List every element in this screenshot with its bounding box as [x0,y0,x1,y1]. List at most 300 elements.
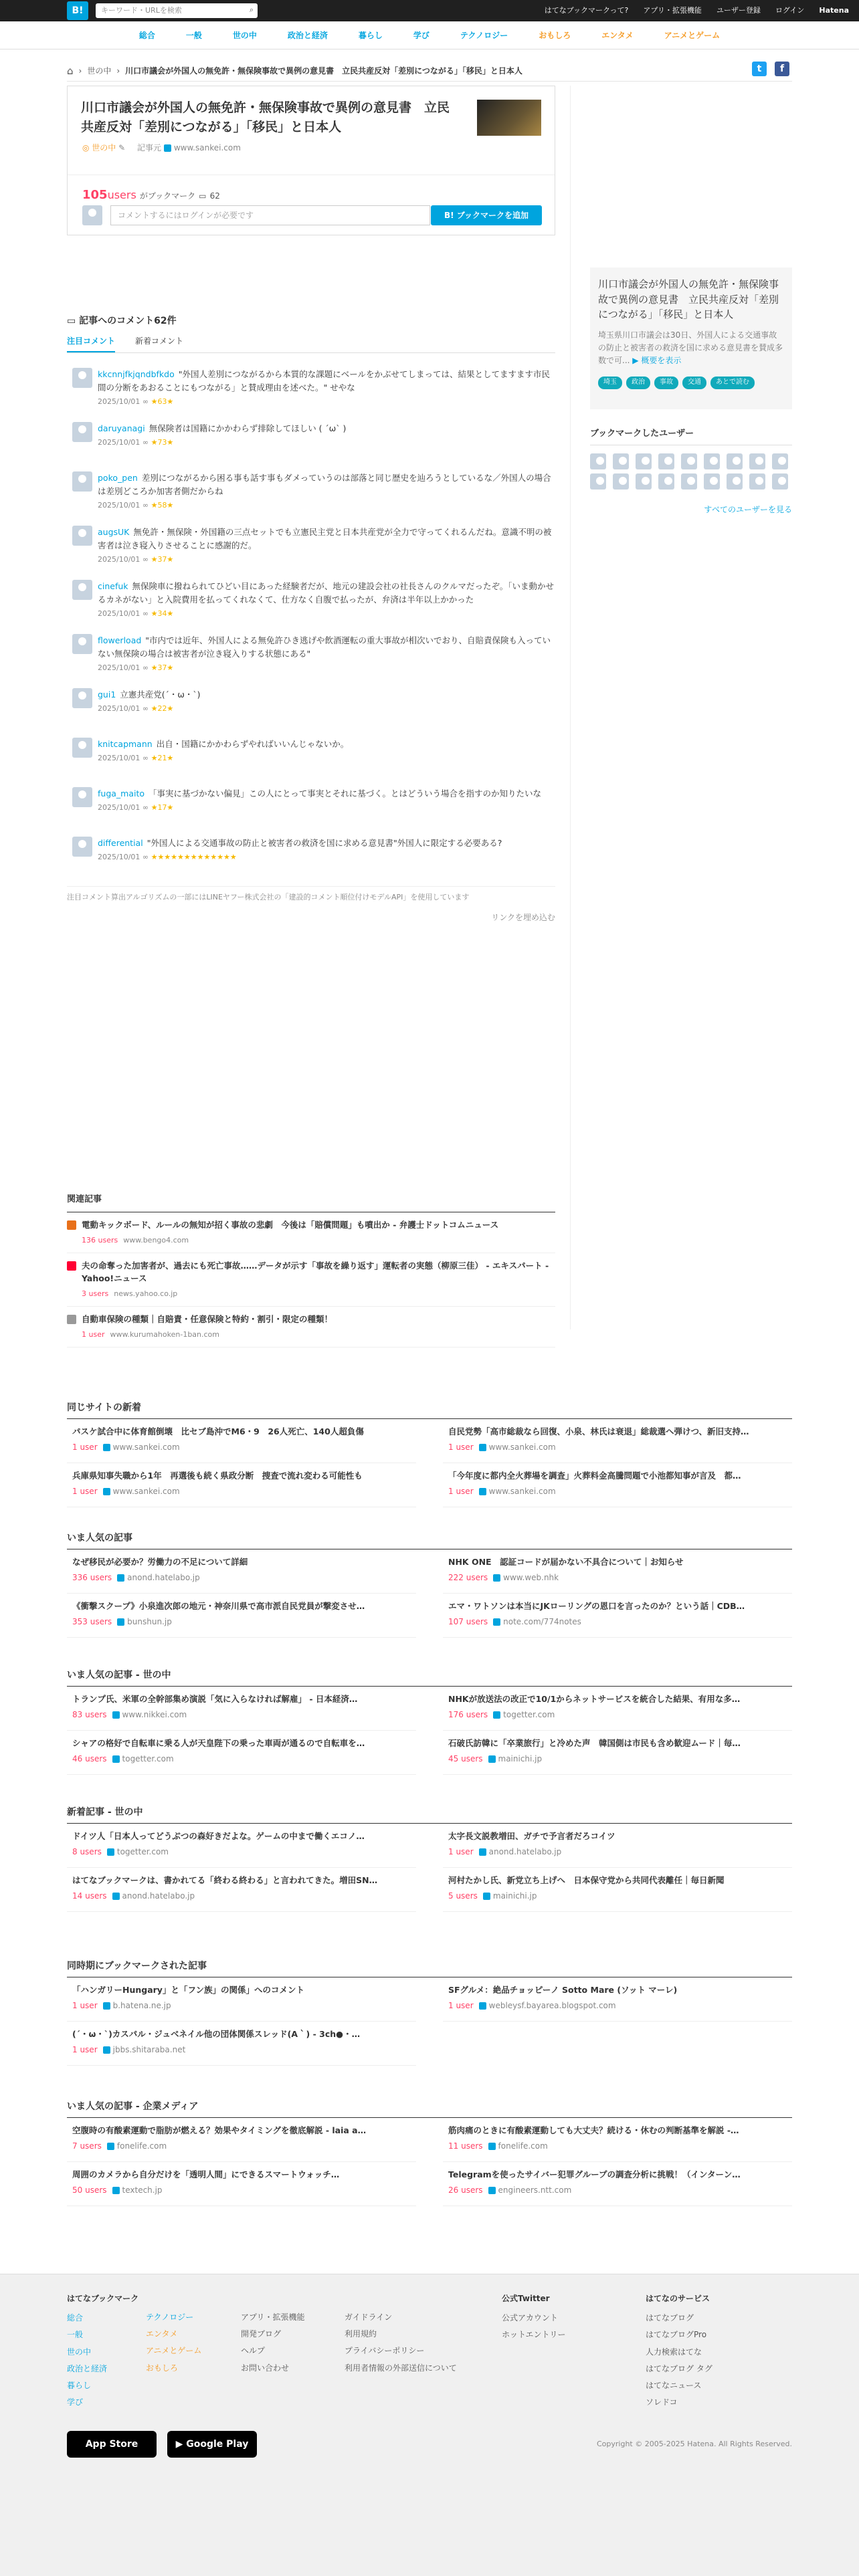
commenter-name[interactable]: flowerload [98,635,142,646]
commenter-name[interactable]: fuga_maito [98,788,145,798]
signup-link[interactable]: ユーザー登録 [716,6,761,15]
comment-text: "外国人差別につながるから本質的な課題にベールをかぶせてしまっては、結果としてますます市民間の分断をあおることにもつながる」と賛成理由を述べた。" せやな [98,369,550,393]
article-block [67,1531,792,1638]
top-links [545,5,849,16]
article-domain[interactable]: anond.hatelabo.jp [488,1847,562,1857]
user-count[interactable]: 45 users [448,1754,483,1764]
comment-meta [98,852,555,863]
bookmark-count[interactable]: 105users がブックマーク ▭ 62 [82,188,220,202]
footer-link[interactable]: はてなブログ [646,2313,694,2323]
tag[interactable]: 埼玉 [598,377,622,389]
block-title: 新着記事 - 世の中 [67,1806,792,1824]
article-title[interactable]: パスケ試合中に体育館倒壊 比セブ島沖でM6・9 26人死亡、140人超負傷 [72,1426,364,1437]
user-count[interactable]: 11 users [448,2141,483,2151]
user-count[interactable]: 176 users [448,1710,488,1720]
footer-link[interactable]: ホットエントリー [502,2330,566,2340]
embed-link[interactable]: リンクを埋め込む [491,912,555,922]
link-icon[interactable]: ∞ [142,501,149,510]
entry-domain[interactable]: www.sankei.com [173,143,241,152]
bookmark-user-avatar[interactable] [727,473,743,490]
article-item [67,1731,416,1775]
commenter-name[interactable]: gui1 [98,689,116,700]
bookmark-user-avatar[interactable] [772,473,788,490]
article-title[interactable]: はてなブックマークは、書かれてる「終わる終わる」と言われてきた。増田SN… [72,1875,378,1886]
star-count[interactable]: ★63★ [151,397,174,407]
site-favicon [112,1755,120,1763]
bookmark-user-avatar[interactable] [727,453,743,469]
footer-link[interactable]: おもしろ [146,2363,179,2373]
commenter-name[interactable]: differential [98,837,143,848]
article-item [67,1824,416,1868]
site-favicon [117,1574,124,1582]
article-domain[interactable]: togetter.com [122,1754,174,1764]
article-title[interactable]: なぜ移民が必要か？労働力の不足について詳細 [72,1557,248,1568]
footer-link[interactable]: はてなニュース [646,2380,702,2390]
comment-date[interactable]: 2025/10/01 [98,438,140,447]
tag-list [598,377,784,389]
commenter-avatar[interactable] [72,634,92,654]
article-title[interactable]: 兵庫県知事失職から1年 再選後も続く県政分断 捜査で流れ変わる可能性も [72,1471,363,1481]
article-domain[interactable]: www.nikkei.com [122,1710,187,1720]
facebook-share-icon[interactable]: f [775,62,789,76]
user-count[interactable]: 7 users [72,2141,102,2151]
article-item [67,1977,416,2022]
bookmark-user-avatar[interactable] [749,473,765,490]
bookmark-user-avatar[interactable] [613,473,629,490]
link-icon[interactable]: ∞ [142,704,149,713]
comment-date[interactable]: 2025/10/01 [98,609,140,619]
comment-meta [98,609,555,619]
footer-link[interactable]: 一般 [67,2330,84,2340]
related-domain[interactable]: www.kurumahoken-1ban.com [110,1330,220,1339]
comment-text: "外国人による交通事故の防止と被害者の救済を国に求める意見書"外国人に限定する必要ある? [147,837,502,848]
article-domain[interactable]: engineers.ntt.com [498,2185,572,2195]
bookmark-user-avatar[interactable] [658,473,674,490]
commenter-avatar[interactable] [72,837,92,857]
article-item [67,1687,416,1731]
site-favicon [112,2187,120,2194]
article-title[interactable]: 《衝撃スクープ》小泉進次郎の地元・神奈川県で高市派自民党員が撃変させ… [72,1601,365,1612]
bookmark-users-grid [590,453,792,490]
related-title-link[interactable]: 電動キックボード、ルールの無知が招く事故の悲劇 今後は「賠償問題」も噴出か - 弁護士ドットコムニュース [82,1219,499,1230]
article-title[interactable]: 「ハンガリーHungary」と「フン族」の関係」へのコメント [72,1985,304,1996]
comment-text: 立憲共産党(´・ω・`) [120,689,201,700]
comments-note: 注目コメント算出アルゴリズムの一部にはLINEヤフー株式会社の「建設的コメント順位付けモデルAPI」を使用しています [67,886,555,903]
article-title[interactable]: エマ・ワトソンは本当にJKローリングの恩口を言ったのか？という話｜CDB… [448,1601,745,1612]
article-item [443,1463,792,1507]
article-domain[interactable]: mainichi.jp [498,1754,543,1764]
article-item [67,1549,416,1594]
comment-text: "市内では近年、外国人による無免許ひき逃げや飲酒運転の重大事故が相次いでおり、自賠責保険も入っていない無保険の場合は被害者が泣き寝入りする状態にある" [98,635,551,659]
bookmark-user-avatar[interactable] [704,473,720,490]
about-link[interactable]: はてなブックマークって? [544,6,629,15]
commenter-name[interactable]: knitcapmann [98,738,153,749]
article-title[interactable]: 河村たかし氏、新党立ち上げへ 日本保守党から共同代表離任｜毎日新聞 [448,1875,725,1886]
star-count[interactable]: ★58★ [151,501,174,510]
user-count[interactable]: 1 user [448,1847,474,1857]
article-domain[interactable]: anond.hatelabo.jp [122,1891,195,1901]
article-title[interactable]: シャアの格好で自転車に乗る人が天皇陛下の乗った車両が通るので自転車を… [72,1738,365,1749]
article-domain[interactable]: fonelife.com [116,2141,167,2151]
footer-link[interactable]: はてなブログ タグ [646,2363,712,2373]
related-domain[interactable]: news.yahoo.co.jp [114,1289,178,1299]
commenter-avatar[interactable] [72,688,92,708]
site-favicon [103,2002,110,2010]
site-favicon [479,1848,486,1856]
cat-knowledge[interactable]: 学び [413,31,430,40]
all-users-link[interactable]: すべてのユーザーを見る [704,504,792,514]
user-count[interactable]: 1 user [72,2045,98,2055]
user-count[interactable]: 3 users [82,1289,109,1299]
comment-meta [98,500,555,511]
article-item [443,1549,792,1594]
comment-item [67,634,555,673]
star-count[interactable]: ★34★ [151,609,174,619]
article-item [443,1419,792,1463]
related-title: 関連記事 [67,1194,555,1212]
article-domain[interactable]: www.sankei.com [488,1442,556,1453]
article-item [67,1463,416,1507]
category-nav [0,21,859,49]
comment-date[interactable]: 2025/10/01 [98,802,140,812]
commenter-avatar[interactable] [72,471,92,492]
site-favicon [107,1848,114,1856]
block-title: いま人気の記事 - 世の中 [67,1669,792,1687]
comment-item [67,422,555,457]
footer-link[interactable]: 人力検索はてな [646,2347,702,2357]
comment-date[interactable]: 2025/10/01 [98,663,140,673]
link-icon[interactable]: ∞ [142,438,149,447]
cat-it[interactable]: テクノロジー [460,31,508,40]
bookmark-user-avatar[interactable] [681,453,697,469]
tag[interactable]: あとで読む [710,377,755,389]
site-favicon [488,2143,496,2150]
article-domain[interactable]: b.hatena.ne.jp [112,2001,171,2011]
user-count[interactable]: 1 user [72,2001,98,2011]
commenter-name[interactable]: kkcnnjfkjqndbfkdo [98,369,175,380]
footer-col-bookmark: はてなブックマーク 総合 一般 世の中 政治と経済 暮らし 学び [67,2290,138,2411]
breadcrumb-current: 川口市議会が外国人の無免許・無保険事故で異例の意見書 立民共産反対「差別につながる」「移民」と日本人 [125,66,522,76]
article-domain[interactable]: www.web.nhk [503,1573,559,1583]
search-icon[interactable]: ⌕ [249,5,254,14]
breadcrumb-section[interactable]: 世の中 [87,66,112,76]
comment-date[interactable]: 2025/10/01 [98,397,140,407]
footer-link[interactable]: 学び [67,2397,84,2407]
user-count[interactable]: 353 users [72,1617,112,1627]
comment-date[interactable]: 2025/10/01 [98,501,140,510]
site-favicon [493,1711,500,1719]
home-icon[interactable]: ⌂ [67,64,74,77]
bookmark-user-avatar[interactable] [704,453,720,469]
article-domain[interactable]: www.sankei.com [488,1487,556,1497]
user-count[interactable]: 26 users [448,2185,483,2195]
related-domain[interactable]: www.bengo4.com [123,1235,189,1245]
comment-text: 無保険者は国籍にかかわらず排除してほしい ( ´ω` ) [149,423,347,434]
summary-title[interactable]: 川口市議会が外国人の無免許・無保険事故で異例の意見書 立民共産反対「差別につながる」「移民」と日本人 [598,278,779,320]
bookmark-user-avatar[interactable] [636,453,652,469]
site-favicon [112,1711,120,1719]
article-title[interactable]: 空腹時の有酸素運動で脂肪が燃える？効果やタイミングを徹底解説 - laia a… [72,2125,367,2136]
article-domain[interactable]: www.sankei.com [112,1487,180,1497]
cat-economics[interactable]: 政治と経済 [287,31,328,40]
tab-popular-comments[interactable]: 注目コメント [67,336,115,352]
footer-link[interactable]: 公式アカウント [502,2313,558,2323]
site-favicon [164,144,171,152]
bookmark-user-avatar[interactable] [681,473,697,490]
footer-col-twitter: 公式Twitter 公式アカウント ホットエントリー [502,2290,566,2344]
footer-link[interactable]: エンタメ [146,2329,178,2339]
footer-link[interactable]: ヘルプ [241,2346,266,2356]
site-favicon [107,2143,114,2150]
comment-text: 無保険車に撥ねられてひどい目にあった経験者だが、地元の建設会社の社長さんのクルマだったぞ。「いま動かせるカネがない」と入院費用を払ってくれなくて、仕方なく自腹で払ったが、弁済は半年以上かかった [98,581,555,605]
comment-input[interactable]: コメントするにはログインが必要です [110,205,430,225]
star-count[interactable]: ★37★ [151,555,174,564]
comment-meta [98,802,555,813]
user-count[interactable]: 1 user [82,1330,105,1339]
comment-item [67,738,555,772]
footer-link[interactable]: 政治と経済 [67,2363,108,2373]
footer-link[interactable]: アニメとゲーム [146,2346,202,2356]
star-count[interactable]: ★22★ [151,704,174,713]
related-articles [67,1194,555,1348]
article-block [67,2100,792,2206]
article-domain[interactable]: www.sankei.com [112,1442,180,1453]
comment-text: 出自・国籍にかかわらずやればいいんじゃないか。 [156,738,349,749]
column-divider [570,86,571,1329]
comment-item [67,471,555,511]
google-play-badge[interactable]: ▶ Google Play [167,2431,257,2458]
tag[interactable]: 交通 [682,377,706,389]
comment-date[interactable]: 2025/10/01 [98,704,140,713]
footer-link[interactable]: ソレドコ [646,2397,678,2407]
footer-link[interactable]: 利用者情報の外部送信について [345,2363,457,2373]
bookmark-user-avatar[interactable] [590,453,606,469]
block-title: 同時期にブックマークされた記事 [67,1959,792,1977]
user-count[interactable]: 222 users [448,1573,488,1583]
star-count[interactable]: ★21★ [151,753,174,762]
bookmark-user-avatar[interactable] [590,473,606,490]
article-block [67,1669,792,1775]
article-item [443,1977,792,2022]
add-bookmark-button[interactable]: B! ブックマークを追加 [431,205,542,225]
footer [0,2274,859,2576]
apps-link[interactable]: アプリ・拡張機能 [643,6,702,15]
comment-item [67,526,555,565]
tag[interactable]: 政治 [626,377,650,389]
block-title: いま人気の記事 - 企業メディア [67,2100,792,2118]
show-summary-link[interactable]: ▶ 概要を表示 [632,355,682,365]
comment-date[interactable]: 2025/10/01 [98,852,140,861]
footer-link[interactable]: 世の中 [67,2347,92,2357]
commenter-name[interactable]: poko_pen [98,473,138,484]
link-icon[interactable]: ∞ [142,663,149,673]
entry-thumbnail[interactable] [477,100,541,136]
user-count[interactable]: 8 users [72,1847,102,1857]
article-domain[interactable]: note.com/774notes [503,1617,581,1627]
bookmark-user-avatar[interactable] [772,453,788,469]
star-count[interactable]: ★73★ [151,438,174,447]
article-title[interactable]: 「今年度に都内全火葬場を調査」火葬料金高騰問題で小池都知事が言及 都… [448,1471,741,1481]
footer-link[interactable]: アプリ・拡張機能 [241,2313,305,2322]
article-title[interactable]: 周囲のカメラから自分だけを「透明人間」にできるスマートウォッチ… [72,2169,340,2180]
footer-link[interactable]: ガイドライン [345,2313,393,2322]
footer-link[interactable]: はてなブログPro [646,2330,707,2340]
user-count[interactable]: 136 users [82,1235,118,1245]
commenter-avatar[interactable] [72,526,92,546]
footer-link[interactable]: お問い合わせ [241,2363,290,2373]
footer-col-apps [241,2309,305,2377]
link-icon[interactable]: ∞ [142,753,149,762]
article-title[interactable]: 石破氏訪韓に「卒業旅行」と冷めた声 韓国側は市民も含め歓迎ムード｜毎… [448,1738,741,1749]
entry-category[interactable]: 世の中 [92,143,116,152]
related-title-link[interactable]: 夫の命奪った加害者が、過去にも死亡事故……データが示す「事故を繰り返す」運転者の実態（柳原三佳） - エキスパート - Yahoo!ニュース [82,1260,549,1284]
star-count[interactable]: ★37★ [151,663,174,673]
link-icon[interactable]: ∞ [142,852,149,861]
article-title[interactable]: NHK ONE 認証コードが届かない不具合について｜お知らせ [448,1557,684,1568]
article-domain[interactable]: webleysf.bayarea.blogspot.com [488,2001,616,2011]
article-domain[interactable]: textech.jp [122,2185,163,2195]
hatena-link[interactable]: Hatena [819,6,849,15]
commenter-avatar[interactable] [72,580,92,600]
tag[interactable]: 事故 [654,377,678,389]
article-item [443,1687,792,1731]
login-link[interactable]: ログイン [775,6,805,15]
user-count[interactable]: 1 user [448,1487,474,1497]
site-favicon [479,2002,486,2010]
user-count[interactable]: 5 users [448,1891,478,1901]
article-title[interactable]: NHKが放送法の改正で10/1からネットサービスを統合した結果、有用な多… [448,1694,741,1705]
user-count[interactable]: 1 user [448,2001,474,2011]
link-icon[interactable]: ∞ [142,555,149,564]
article-block [67,1806,792,1912]
user-count[interactable]: 1 user [448,1442,474,1453]
search-input[interactable]: キーワード・URLを検索 ⌕ [96,3,258,18]
footer-link[interactable]: 暮らし [67,2380,92,2390]
link-icon[interactable]: ∞ [142,609,149,619]
footer-col-categories [146,2309,201,2377]
tab-new-comments[interactable]: 新着コメント [135,336,184,346]
user-count[interactable]: 107 users [448,1617,488,1627]
related-item [67,1212,555,1253]
link-icon[interactable]: ∞ [142,397,149,407]
commenter-name[interactable]: augsUK [98,527,130,538]
article-domain[interactable]: anond.hatelabo.jp [127,1573,200,1583]
hatena-bookmark-logo[interactable]: B! [67,1,88,20]
footer-link[interactable]: テクノロジー [146,2313,194,2322]
article-item [67,1419,416,1463]
footer-link[interactable]: 利用規約 [345,2329,377,2339]
article-item [443,1868,792,1912]
twitter-share-icon[interactable]: t [752,62,767,76]
article-domain[interactable]: bunshun.jp [127,1617,172,1627]
footer-link[interactable]: プライバシーポリシー [345,2346,425,2356]
site-favicon [67,1315,76,1324]
article-title[interactable]: SFグルメ：絶品チョッピーノ Sotto Mare (ソット マーレ) [448,1985,678,1996]
user-count[interactable]: 1 user [72,1487,98,1497]
app-store-badge[interactable]: App Store [67,2431,157,2458]
cat-life[interactable]: 暮らし [358,31,383,40]
article-title[interactable]: 太字長文説教増田、ガチで予言者だろコイツ [448,1831,615,1842]
block-title: 同じサイトの新着 [67,1401,792,1419]
user-count[interactable]: 336 users [72,1573,112,1583]
article-domain[interactable]: togetter.com [503,1710,555,1720]
article-item [67,2022,416,2066]
commenter-avatar[interactable] [72,787,92,807]
footer-link[interactable]: 開発ブログ [241,2329,282,2339]
bookmark-user-avatar[interactable] [749,453,765,469]
bookmark-user-avatar[interactable] [613,453,629,469]
site-favicon [493,1574,500,1582]
article-domain[interactable]: fonelife.com [498,2141,548,2151]
star-count[interactable]: ★★★★★★★★★★★★★ [151,852,237,861]
user-count[interactable]: 46 users [72,1754,107,1764]
comments-icon: ▭ [67,316,80,326]
article-title[interactable]: 自民党勢「高市総裁なら回復、小泉、林氏は衰退」総裁選へ弾けつ、新旧支持… [448,1426,749,1437]
commenter-avatar[interactable] [72,368,92,388]
article-item [67,2162,416,2206]
category-icon: ◎ [82,143,92,152]
cat-game[interactable]: アニメとゲーム [664,31,721,40]
star-count[interactable]: ★17★ [151,802,174,812]
article-domain[interactable]: togetter.com [116,1847,169,1857]
cat-entertainment[interactable]: エンタメ [601,31,634,40]
cat-general[interactable]: 総合 [138,31,155,40]
comment-date[interactable]: 2025/10/01 [98,555,140,564]
edit-icon[interactable]: ✎ [118,143,128,152]
user-count[interactable]: 83 users [72,1710,107,1720]
comment-item [67,580,555,619]
comment-date[interactable]: 2025/10/01 [98,753,140,762]
comment-meta [98,397,555,407]
site-favicon [479,1444,486,1451]
article-title[interactable]: トランプ氏、米軍の全幹部集め演説「気に入らなければ解雇」 - 日本経済… [72,1694,358,1705]
cat-fun[interactable]: おもしろ [539,31,571,40]
site-favicon [488,2187,496,2194]
commenter-name[interactable]: daruyanagi [98,423,145,434]
article-domain[interactable]: jbbs.shitaraba.net [112,2045,186,2055]
comment-text: 無免許・無保険・外国籍の三点セットでも立憲民主党と日本共産党が全力で守ってくれるんだね。意識不明の被害者は泣き寝入りさせることに感謝的だ。 [98,527,552,551]
breadcrumb: ⌂ › 世の中 › 川口市議会が外国人の無免許・無保険事故で異例の意見書 立民共産反対「差別につながる」「移民」と日本人 t f [67,56,792,82]
article-title[interactable]: Telegramを使ったサイバー犯罪グループの調査分析に挑戦！（インターン… [448,2169,741,2180]
article-title[interactable]: ドイツ人「日本人ってどうぶつの森好きだよな。ゲームの中まで働くエコノ… [72,1831,365,1842]
footer-link[interactable]: 総合 [67,2313,84,2323]
comment-list [67,368,555,871]
commenter-avatar[interactable] [72,738,92,758]
cat-general2[interactable]: 一般 [185,31,202,40]
article-item [67,1868,416,1912]
entry-card [67,86,555,235]
cat-social[interactable]: 世の中 [232,31,257,40]
site-favicon [479,1488,486,1495]
article-title[interactable]: (´・ω・`)カスパル・ジュベネイル他の団体関係スレッド(A｀) - 3ch●・… [72,2029,361,2040]
site-favicon [488,1755,496,1763]
sidebar [590,267,792,516]
commenter-name[interactable]: cinefuk [98,581,128,592]
link-icon[interactable]: ∞ [142,802,149,812]
bookmark-user-avatar[interactable] [658,453,674,469]
article-item [67,1594,416,1638]
footer-col-guides [345,2309,457,2377]
article-domain[interactable]: mainichi.jp [492,1891,537,1901]
user-count[interactable]: 14 users [72,1891,107,1901]
article-title[interactable]: 筋肉痛のときに有酸素運動しても大丈夫？続ける・休むの判断基準を解説 -… [448,2125,739,2136]
commenter-avatar[interactable] [72,422,92,442]
entry-title[interactable]: 川口市議会が外国人の無免許・無保険事故で異例の意見書 立民共産反対「差別につながる」「移民」と日本人 [81,100,450,134]
related-title-link[interactable]: 自動車保険の種類｜自賠責・任意保険と特約・割引・限定の種類！ [82,1314,333,1325]
user-count[interactable]: 50 users [72,2185,107,2195]
user-count[interactable]: 1 user [72,1442,98,1453]
bookmark-user-avatar[interactable] [636,473,652,490]
